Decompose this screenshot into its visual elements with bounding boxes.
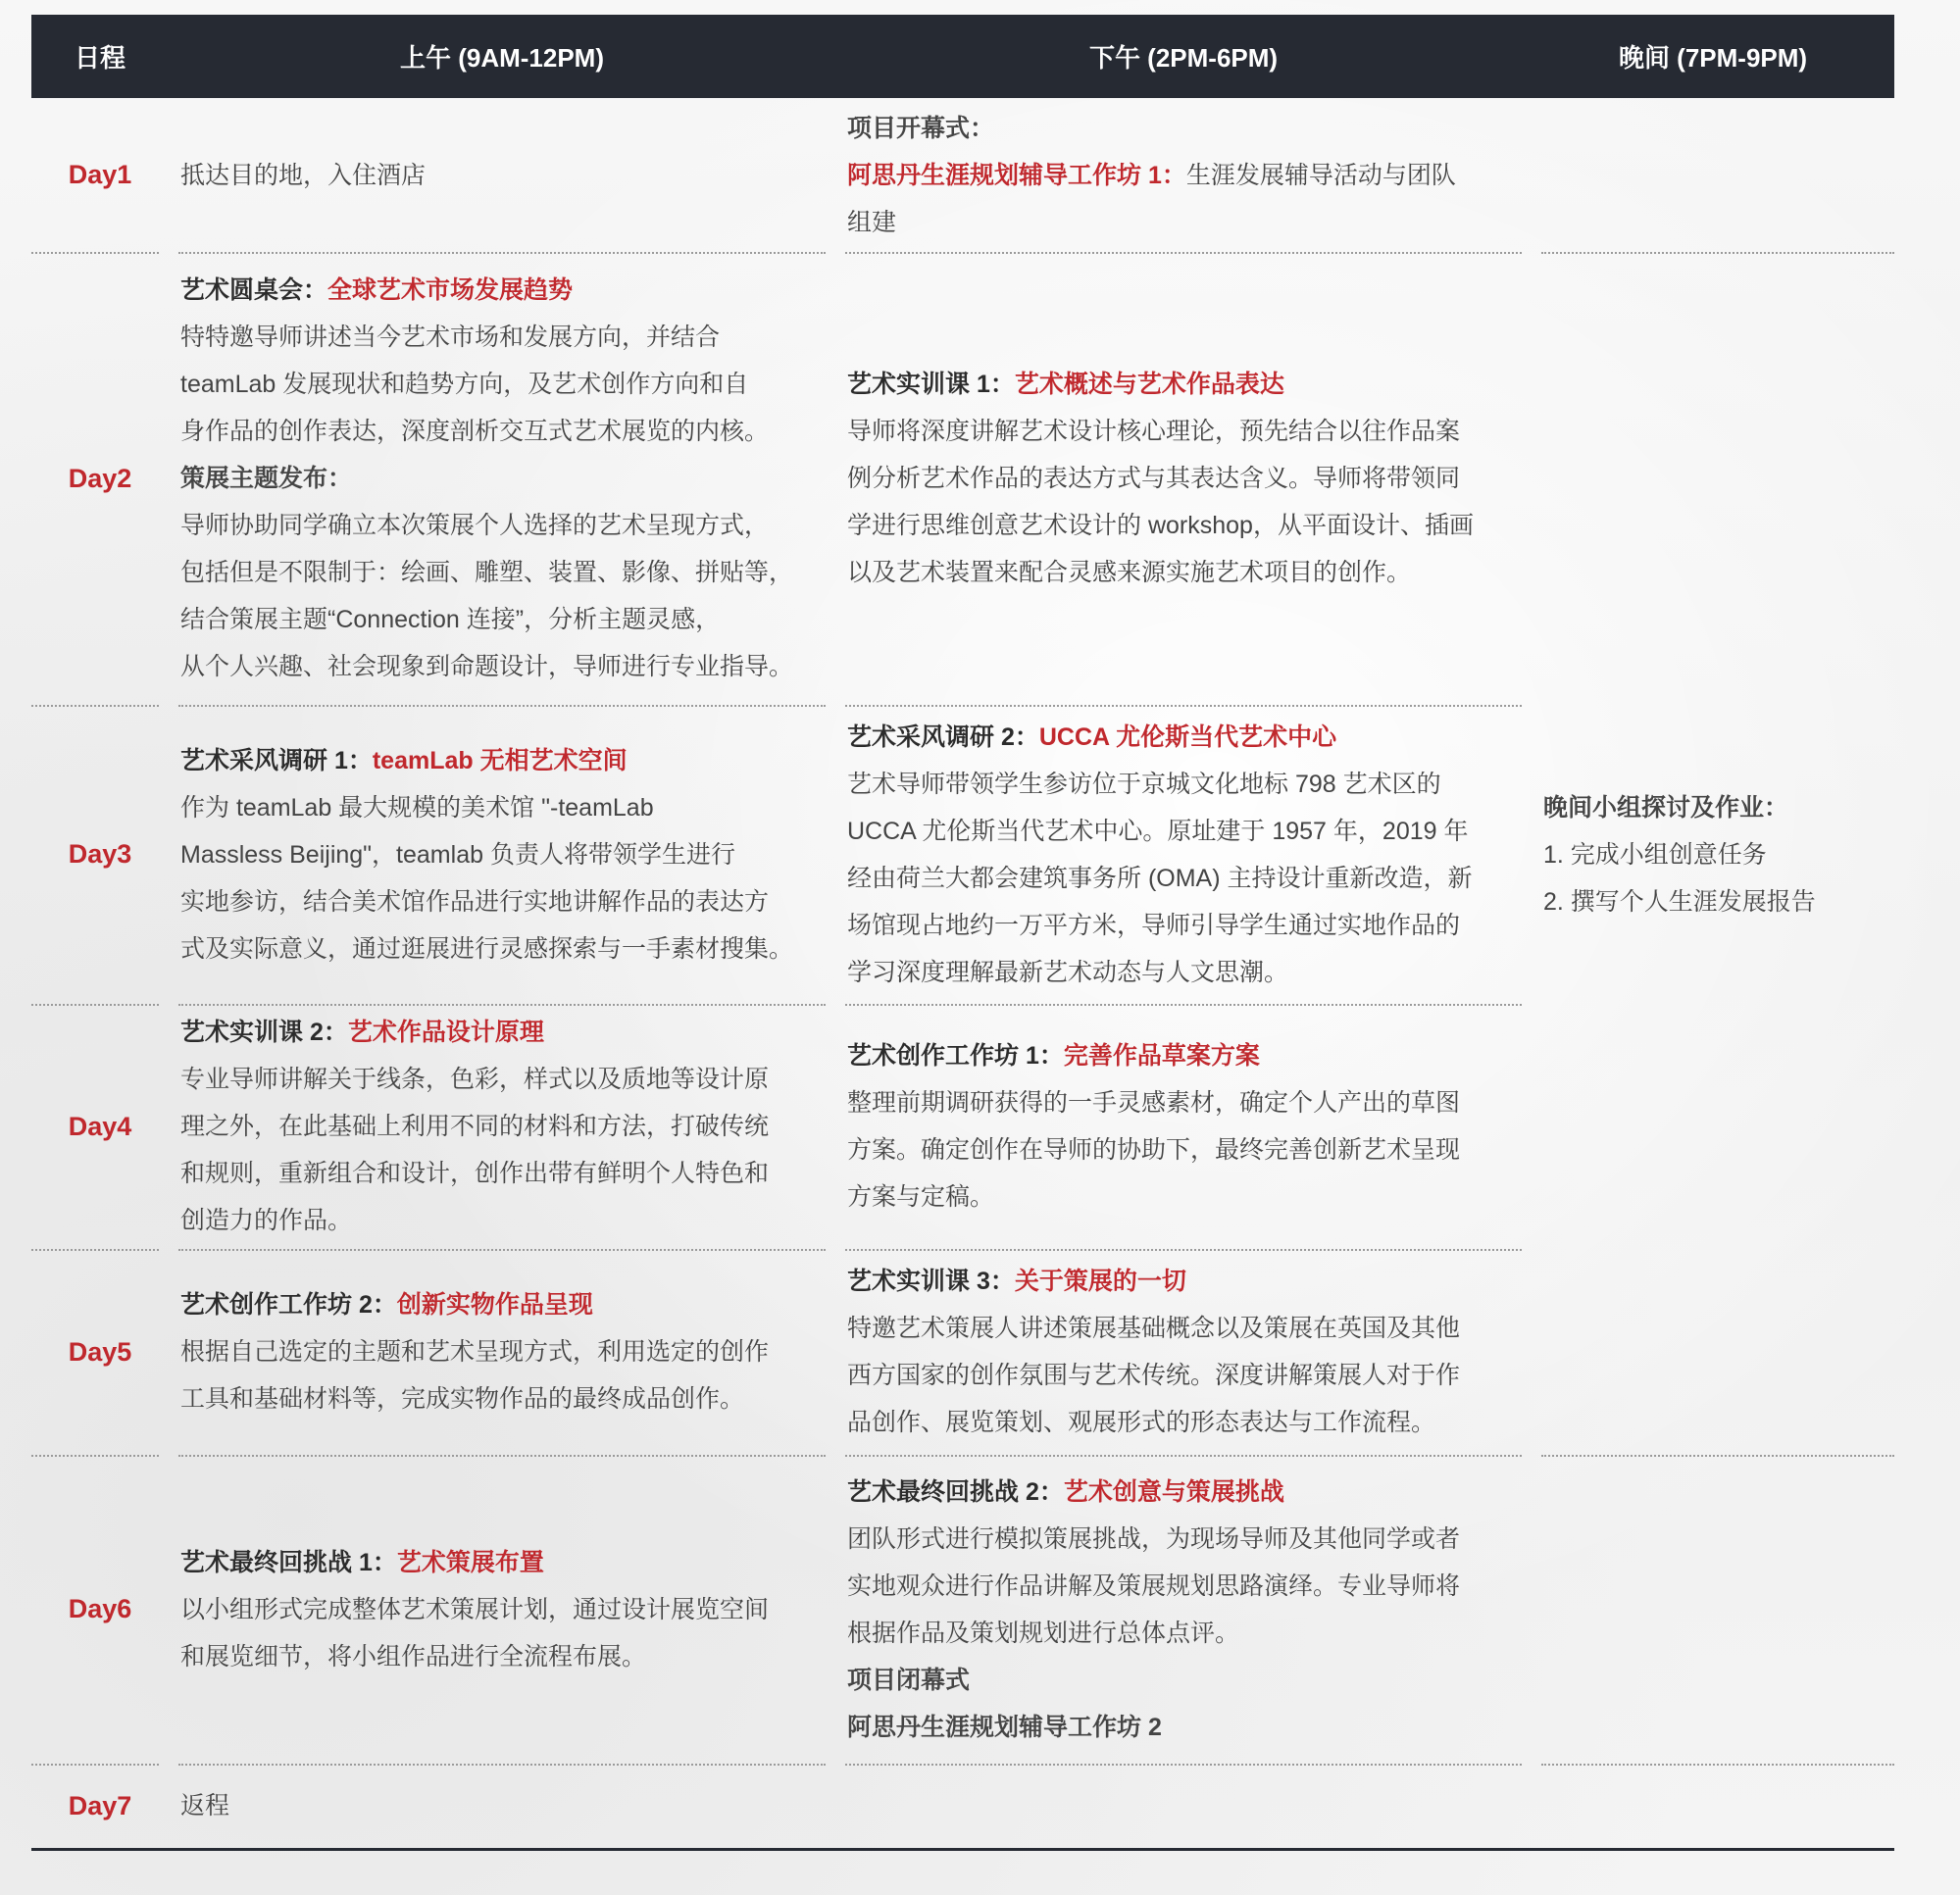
session-name: 艺术策展布置 [396,1548,544,1576]
session-type: 艺术最终回挑战 1： [180,1548,397,1576]
morning-cell [169,1249,835,1455]
session-name: UCCA 尤伦斯当代艺术中心 [1038,723,1337,751]
afternoon-line: UCCA 尤伦斯当代艺术中心。原址建于 1957 年，2019 年 [847,817,1469,845]
afternoon-line: 学进行思维创意艺术设计的 workshop，从平面设计、插画 [847,512,1474,539]
morning-line: 从个人兴趣、社会现象到命题设计，导师进行专业指导。 [180,653,794,680]
morning-cell [169,98,835,252]
evening-cell [1532,252,1894,705]
evening-cell [1532,705,1894,1004]
evening-item: 1. 完成小组创意任务 [1543,840,1767,869]
session-name: 全球艺术市场发展趋势 [327,276,574,304]
table-row [31,1004,1894,1249]
afternoon-title [847,1469,1520,1516]
afternoon-line: 场馆现占地约一万平方米，导师引导学生通过实地作品的 [847,911,1461,939]
afternoon-title [847,714,1520,761]
morning-line: 和规则，重新组合和设计，创作出带有鲜明个人特色和 [180,1160,770,1187]
afternoon-subtitle: 阿思丹生涯规划辅导工作坊 1： [847,161,1186,189]
session-type: 艺术采风调研 2： [847,723,1039,751]
afternoon-cell [835,1764,1532,1848]
afternoon-subtitle-rest: 生涯发展辅导活动与团队 [1185,161,1456,189]
day-label: Day7 [31,1764,169,1848]
morning-cell [169,1004,835,1249]
afternoon-cell [835,1004,1532,1249]
header-schedule: 日程 [74,43,126,73]
morning-line: 实地参访，结合美术馆作品进行实地讲解作品的表达方 [180,887,770,916]
session-type: 艺术圆桌会： [180,276,328,304]
session-name: 完善作品草案方案 [1063,1042,1260,1070]
day-label: Day1 [68,160,132,189]
afternoon-line: 实地观众进行作品讲解及策展规划思路演绎。专业导师将 [847,1571,1461,1600]
session-name: 艺术概述与艺术作品表达 [1014,371,1284,398]
morning-line: 身作品的创作表达，深度剖析交互式艺术展览的内核。 [180,418,770,445]
closing-ceremony: 项目闭幕式 [847,1666,971,1694]
morning-title [180,1539,824,1586]
afternoon-line: 品创作、展览策划、观展形式的形态表达与工作流程。 [847,1409,1436,1436]
morning-line: 创造力的作品。 [180,1207,353,1234]
morning-line: 根据自己选定的主题和艺术呈现方式，利用选定的创作 [180,1338,770,1366]
afternoon-line: 学习深度理解最新艺术动态与人文思潮。 [847,958,1289,986]
afternoon-title [847,1032,1520,1079]
session-type: 艺术实训课 2： [180,1019,348,1046]
session-type: 艺术最终回挑战 2： [847,1477,1064,1506]
afternoon-line: 西方国家的创作氛围与艺术传统。深度讲解策展人对于作 [847,1362,1461,1389]
afternoon-line: 方案与定稿。 [847,1183,995,1211]
morning-subtitle: 策展主题发布： [180,465,353,492]
afternoon-line: 根据作品及策划规划进行总体点评。 [847,1619,1240,1647]
morning-title [180,1281,824,1328]
afternoon-line: 经由荷兰大都会建筑事务所 (OMA) 主持设计重新改造，新 [847,864,1473,892]
session-name: 创新实物作品呈现 [396,1291,593,1319]
morning-line: 特特邀导师讲述当今艺术市场和发展方向，并结合 [180,324,721,351]
header-afternoon: 下午 (2PM-6PM) [1088,43,1279,73]
day-label: Day4 [31,1004,169,1249]
day-label: Day6 [31,1455,169,1764]
day-label: Day2 [31,252,169,705]
morning-line: 导师协助同学确立本次策展个人选择的艺术呈现方式， [180,512,770,539]
morning-line: 以小组形式完成整体艺术策展计划，通过设计展览空间 [180,1595,770,1623]
evening-item: 2. 撰写个人生涯发展报告 [1543,887,1816,916]
table-row [31,1764,1894,1848]
session-name: 关于策展的一切 [1014,1268,1186,1295]
morning-title [180,1009,824,1056]
morning-line: 和展览细节，将小组作品进行全流程布展。 [180,1642,647,1671]
table-row [31,98,1894,252]
session-type: 艺术实训课 1： [847,371,1015,398]
header-morning: 上午 (9AM-12PM) [399,43,604,73]
afternoon-line: 团队形式进行模拟策展挑战，为现场导师及其他同学或者 [847,1524,1461,1553]
session-type: 艺术实训课 3： [847,1268,1015,1295]
evening-cell [1532,1004,1894,1249]
morning-cell [169,1764,835,1848]
morning-text: 抵达目的地，入住酒店 [180,161,427,189]
afternoon-line: 导师将深度讲解艺术设计核心理论，预先结合以往作品案 [847,418,1461,445]
morning-line: 结合策展主题“Connection 连接”，分析主题灵感， [180,606,721,633]
evening-cell [1532,1764,1894,1848]
evening-cell [1532,98,1894,252]
afternoon-line: 特邀艺术策展人讲述策展基础概念以及策展在英国及其他 [847,1315,1461,1342]
morning-cell [169,705,835,1004]
morning-line: 理之外，在此基础上利用不同的材料和方法，打破传统 [180,1113,770,1140]
table-row [31,252,1894,705]
table-row [31,705,1894,1004]
afternoon-title [847,1258,1520,1305]
afternoon-title: 项目开幕式： [847,114,995,142]
morning-line: 包括但是不限制于：绘画、雕塑、装置、影像、拼贴等， [180,559,794,586]
afternoon-line: 方案。确定创作在导师的协助下，最终完善创新艺术呈现 [847,1136,1461,1164]
schedule-table [31,15,1894,1851]
morning-line: Massless Beijing"，teamlab 负责人将带领学生进行 [180,840,735,869]
morning-title [180,737,824,784]
day-label: Day5 [31,1249,169,1455]
evening-title: 晚间小组探讨及作业： [1543,793,1789,822]
evening-cell [1532,1455,1894,1764]
morning-line: 专业导师讲解关于线条，色彩，样式以及质地等设计原 [180,1066,770,1093]
afternoon-line: 组建 [847,208,897,236]
afternoon-line: 艺术导师带领学生参访位于京城文化地标 798 艺术区的 [847,770,1441,798]
afternoon-cell [835,98,1532,252]
session-name: teamLab 无相艺术空间 [372,746,628,774]
afternoon-cell [835,1249,1532,1455]
morning-text: 返程 [180,1792,230,1820]
table-row [31,1455,1894,1764]
career-workshop: 阿思丹生涯规划辅导工作坊 2 [847,1713,1162,1741]
session-type: 艺术创作工作坊 1： [847,1042,1064,1070]
afternoon-line: 整理前期调研获得的一手灵感素材，确定个人产出的草图 [847,1089,1461,1117]
afternoon-line: 例分析艺术作品的表达方式与其表达含义。导师将带领同 [847,465,1461,492]
header-evening: 晚间 (7PM-9PM) [1618,43,1808,73]
afternoon-title [847,361,1520,408]
table-row [31,1249,1894,1455]
afternoon-cell [835,252,1532,705]
evening-cell [1532,1249,1894,1455]
session-type: 艺术创作工作坊 2： [180,1291,397,1319]
afternoon-line [847,152,1520,199]
session-name: 艺术创意与策展挑战 [1063,1477,1284,1506]
table-bottom-rule [31,1848,1894,1851]
afternoon-cell [835,705,1532,1004]
session-type: 艺术采风调研 1： [180,746,373,774]
afternoon-line: 以及艺术装置来配合灵感来源实施艺术项目的创作。 [847,559,1412,586]
morning-line: 作为 teamLab 最大规模的美术馆 "-teamLab [180,793,654,822]
morning-title [180,267,824,314]
morning-cell [169,252,835,705]
afternoon-cell [835,1455,1532,1764]
table-header [31,15,1894,98]
session-name: 艺术作品设计原理 [347,1019,544,1046]
morning-line: 工具和基础材料等，完成实物作品的最终成品创作。 [180,1385,745,1413]
morning-line: 式及实际意义，通过逛展进行灵感探索与一手素材搜集。 [180,934,794,963]
morning-line: teamLab 发展现状和趋势方向，及艺术创作方向和自 [180,371,749,398]
day-label: Day3 [31,705,169,1004]
morning-cell [169,1455,835,1764]
